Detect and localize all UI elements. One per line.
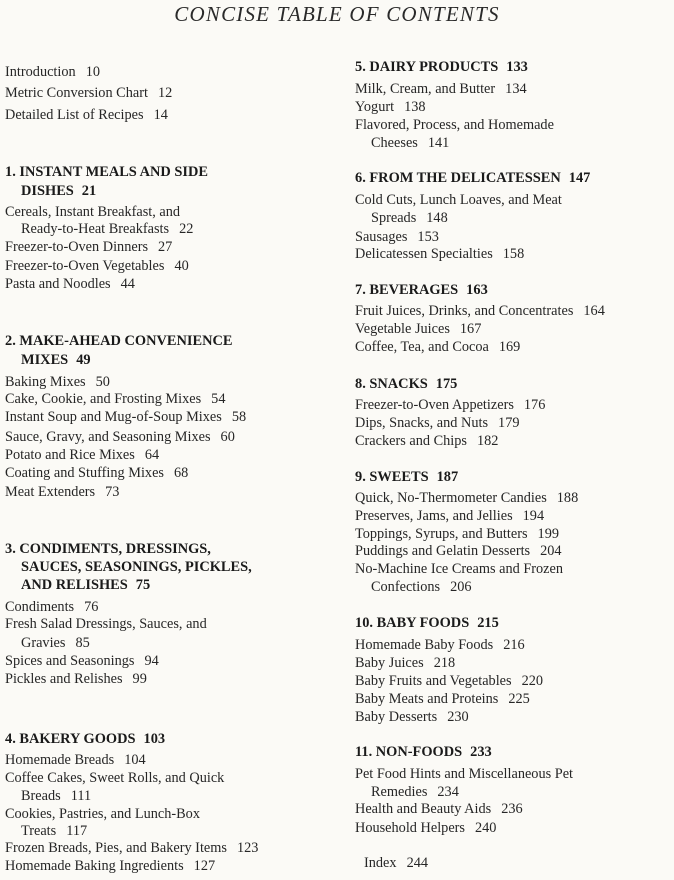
section-6-heading[interactable]	[355, 169, 590, 187]
toc-entry[interactable]	[355, 302, 605, 320]
section-11-heading[interactable]	[355, 743, 492, 761]
entry-page: 158	[502, 246, 525, 262]
entry-title: Fruit Juices, Drinks, and Concentrates	[355, 303, 574, 319]
section-page: 215	[477, 615, 499, 631]
entry-title: Baby Meats and Proteins	[355, 691, 499, 707]
toc-entry[interactable]	[355, 432, 498, 450]
entry-page: 111	[70, 788, 92, 804]
entry-title: Gravies	[21, 635, 66, 651]
entry-page: 194	[522, 508, 545, 524]
entry-page: 216	[503, 637, 525, 653]
entry-title: Freezer-to-Oven Appetizers	[355, 397, 514, 413]
section-heading-text: 7. BEVERAGES	[355, 282, 459, 298]
entry-page: 68	[173, 465, 189, 481]
section-heading-text: MIXES	[21, 352, 69, 368]
toc-entry[interactable]	[5, 203, 180, 221]
toc-entry[interactable]	[355, 489, 578, 507]
entry-page: 206	[450, 579, 472, 595]
toc-entry[interactable]	[355, 320, 481, 338]
entry-title: Cereals, Instant Breakfast, and	[5, 204, 181, 220]
entry-title: Delicatessen Specialties	[355, 246, 493, 262]
toc-entry-recipe-list[interactable]	[5, 106, 168, 124]
section-3-heading[interactable]	[5, 540, 211, 558]
section-page: 49	[76, 352, 91, 368]
entry-page: 138	[404, 99, 426, 115]
toc-entry[interactable]	[355, 690, 530, 708]
entry-page: 244	[406, 855, 429, 871]
toc-entry[interactable]	[355, 672, 543, 690]
entry-page: 10	[85, 64, 100, 80]
entry-title: Pet Food Hints and Miscellaneous Pet	[355, 766, 574, 782]
toc-entry[interactable]	[355, 228, 439, 246]
toc-entry[interactable]	[355, 116, 554, 134]
toc-entry[interactable]	[5, 257, 189, 275]
entry-page: 153	[417, 229, 439, 245]
entry-title: Cheeses	[371, 135, 418, 151]
entry-page: 117	[66, 823, 88, 839]
entry-title: Treats	[21, 823, 57, 839]
entry-title: No-Machine Ice Creams and Frozen	[355, 561, 564, 577]
section-heading-text: DISHES	[21, 183, 74, 199]
entry-page: 134	[505, 81, 527, 97]
section-page: 21	[81, 183, 97, 199]
entry-page: 14	[153, 107, 168, 123]
entry-title: Sausages	[355, 229, 408, 245]
toc-entry[interactable]	[5, 652, 159, 670]
section-heading-text: 3. CONDIMENTS, DRESSINGS,	[5, 541, 211, 557]
entry-title: Freezer-to-Oven Dinners	[5, 239, 149, 255]
entry-title: Toppings, Syrups, and Butters	[355, 526, 528, 542]
toc-entry[interactable]	[5, 751, 146, 769]
section-10-heading[interactable]	[355, 614, 499, 632]
toc-entry[interactable]	[355, 245, 524, 263]
entry-title: Baby Desserts	[355, 709, 438, 725]
entry-page: 225	[508, 691, 530, 707]
entry-page: 64	[144, 447, 160, 463]
entry-page: 204	[540, 543, 562, 559]
toc-entry[interactable]	[355, 98, 426, 116]
entry-title: Cake, Cookie, and Frosting Mixes	[5, 391, 202, 407]
entry-page: 58	[231, 409, 247, 425]
toc-entry-introduction[interactable]	[5, 63, 100, 81]
toc-entry[interactable]	[5, 857, 215, 875]
entry-page: 127	[193, 858, 216, 874]
section-page: 75	[135, 577, 151, 593]
entry-title: Introduction	[5, 64, 76, 80]
section-7-heading[interactable]	[355, 281, 488, 299]
toc-entry[interactable]	[5, 839, 258, 857]
toc-entry[interactable]	[355, 542, 562, 560]
entry-title: Frozen Breads, Pies, and Bakery Items	[5, 840, 227, 856]
section-heading-text: 9. SWEETS	[355, 469, 429, 485]
entry-title: Instant Soup and Mug-of-Soup Mixes	[5, 409, 222, 425]
toc-entry[interactable]	[5, 483, 119, 501]
entry-title: Household Helpers	[355, 820, 465, 836]
entry-title: Crackers and Chips	[355, 433, 467, 449]
section-4-heading[interactable]	[5, 730, 165, 748]
section-5-heading[interactable]	[355, 58, 528, 76]
toc-entry[interactable]	[5, 390, 225, 408]
section-3-heading-cont	[21, 576, 150, 594]
section-heading-text: 2. MAKE-AHEAD CONVENIENCE	[5, 333, 233, 349]
entry-title: Baby Fruits and Vegetables	[355, 673, 512, 689]
entry-title: Homemade Baking Ingredients	[5, 858, 184, 874]
section-1-heading[interactable]	[5, 163, 208, 181]
entry-page: 44	[120, 276, 135, 292]
entry-title: Baby Juices	[355, 655, 424, 671]
entry-page: 99	[132, 671, 147, 687]
section-3-heading-cont	[21, 558, 252, 576]
entry-title: Fresh Salad Dressings, Sauces, and	[5, 616, 207, 632]
toc-entry[interactable]	[355, 819, 496, 837]
toc-entry[interactable]	[21, 634, 90, 652]
entry-page: 220	[521, 673, 544, 689]
toc-entry[interactable]	[21, 787, 91, 805]
entry-title: Puddings and Gelatin Desserts	[355, 543, 531, 559]
toc-entry[interactable]	[371, 783, 459, 801]
toc-entry[interactable]	[355, 708, 469, 726]
entry-title: Quick, No-Thermometer Candies	[355, 490, 547, 506]
entry-page: 169	[498, 339, 521, 355]
toc-entry[interactable]	[21, 822, 87, 840]
section-page: 133	[506, 59, 528, 75]
section-page: 147	[568, 170, 591, 186]
section-heading-text: AND RELISHES	[21, 577, 128, 593]
toc-entry[interactable]	[355, 560, 563, 578]
entry-page: 164	[583, 303, 605, 319]
section-page: 103	[143, 731, 166, 747]
section-heading-text: 11. NON-FOODS	[355, 744, 463, 760]
entry-page: 85	[75, 635, 90, 651]
entry-title: Pickles and Relishes	[5, 671, 123, 687]
entry-page: 148	[426, 210, 448, 226]
entry-page: 230	[447, 709, 469, 725]
section-heading-text: 5. DAIRY PRODUCTS	[355, 59, 499, 75]
entry-title: Cookies, Pastries, and Lunch-Box	[5, 806, 200, 822]
entry-title: Pasta and Noodles	[5, 276, 111, 292]
section-heading-text: 8. SNACKS	[355, 376, 428, 392]
entry-page: 76	[84, 599, 99, 615]
toc-entry[interactable]	[355, 414, 520, 432]
toc-entry[interactable]	[5, 670, 147, 688]
toc-entry[interactable]	[355, 191, 562, 209]
entry-page: 50	[95, 374, 110, 390]
entry-page: 176	[523, 397, 546, 413]
entry-page: 40	[174, 258, 189, 274]
entry-page: 218	[433, 655, 456, 671]
toc-entry[interactable]	[371, 578, 472, 596]
entry-page: 123	[236, 840, 259, 856]
section-8-heading[interactable]	[355, 375, 457, 393]
entry-title: Condiments	[5, 599, 75, 615]
toc-entry[interactable]	[371, 209, 448, 227]
entry-page: 60	[220, 429, 235, 445]
section-heading-text: 4. BAKERY GOODS	[5, 731, 136, 747]
entry-title: Milk, Cream, and Butter	[355, 81, 496, 97]
toc-entry[interactable]	[5, 408, 246, 426]
toc-entry-metric-chart[interactable]	[5, 84, 172, 102]
entry-page: 199	[537, 526, 559, 542]
entry-page: 54	[211, 391, 226, 407]
entry-title: Metric Conversion Chart	[5, 85, 148, 101]
toc-entry[interactable]	[5, 464, 188, 482]
section-2-heading-cont	[21, 351, 91, 369]
entry-title: Potato and Rice Mixes	[5, 447, 135, 463]
entry-title: Dips, Snacks, and Nuts	[355, 415, 489, 431]
toc-entry[interactable]	[5, 238, 172, 256]
entry-title: Vegetable Juices	[355, 321, 450, 337]
entry-page: 73	[105, 484, 120, 500]
entry-title: Confections	[371, 579, 441, 595]
section-heading-text: 10. BABY FOODS	[355, 615, 470, 631]
entry-page: 167	[459, 321, 482, 337]
section-9-heading[interactable]	[355, 468, 458, 486]
toc-entry-index[interactable]	[364, 854, 428, 872]
section-page: 187	[436, 469, 459, 485]
entry-title: Baking Mixes	[5, 374, 86, 390]
section-heading-text: SAUCES, SEASONINGS, PICKLES,	[21, 559, 252, 575]
entry-page: 94	[144, 653, 159, 669]
toc-entry[interactable]	[5, 373, 110, 391]
toc-entry[interactable]	[5, 769, 224, 787]
entry-page: 236	[501, 801, 523, 817]
entry-title: Homemade Baby Foods	[355, 637, 494, 653]
entry-title: Meat Extenders	[5, 484, 96, 500]
entry-title: Breads	[21, 788, 61, 804]
section-page: 163	[466, 282, 488, 298]
entry-title: Coating and Stuffing Mixes	[5, 465, 164, 481]
section-page: 175	[435, 376, 458, 392]
section-heading-text: 6. FROM THE DELICATESSEN	[355, 170, 561, 186]
toc-entry[interactable]	[355, 800, 523, 818]
entry-page: 179	[498, 415, 520, 431]
entry-page: 141	[427, 135, 450, 151]
entry-title: Coffee Cakes, Sweet Rolls, and Quick	[5, 770, 225, 786]
entry-title: Flavored, Process, and Homemade	[355, 117, 554, 133]
entry-title: Health and Beauty Aids	[355, 801, 492, 817]
entry-title: Preserves, Jams, and Jellies	[355, 508, 513, 524]
toc-entry[interactable]	[5, 428, 235, 446]
entry-title: Spreads	[371, 210, 417, 226]
entry-page: 27	[158, 239, 173, 255]
toc-entry[interactable]	[355, 396, 545, 414]
toc-entry[interactable]	[371, 134, 449, 152]
entry-page: 12	[157, 85, 173, 101]
entry-page: 188	[556, 490, 579, 506]
entry-page: 240	[474, 820, 497, 836]
entry-page: 182	[476, 433, 499, 449]
entry-title: Detailed List of Recipes	[5, 107, 144, 123]
entry-title: Spices and Seasonings	[5, 653, 135, 669]
entry-title: Sauce, Gravy, and Seasoning Mixes	[5, 429, 211, 445]
toc-entry[interactable]	[5, 275, 135, 293]
toc-entry[interactable]	[355, 765, 573, 783]
toc-entry[interactable]	[355, 507, 544, 525]
entry-title: Remedies	[371, 784, 428, 800]
section-page: 233	[470, 744, 492, 760]
toc-entry[interactable]	[5, 805, 200, 823]
entry-title: Yogurt	[355, 99, 395, 115]
entry-title: Coffee, Tea, and Cocoa	[355, 339, 489, 355]
toc-entry[interactable]	[5, 598, 98, 616]
section-heading-text: 1. INSTANT MEALS AND SIDE	[5, 164, 208, 180]
entry-page: 234	[437, 784, 459, 800]
page-title: CONCISE TABLE OF CONTENTS	[174, 2, 500, 26]
entry-page: 104	[124, 752, 146, 768]
toc-entry[interactable]	[355, 338, 520, 356]
entry-title: Ready-to-Heat Breakfasts	[21, 221, 170, 237]
toc-entry[interactable]	[21, 220, 193, 238]
entry-title: Homemade Breads	[5, 752, 115, 768]
toc-entry[interactable]	[355, 80, 527, 98]
entry-page: 22	[179, 221, 194, 237]
entry-title: Freezer-to-Oven Vegetables	[5, 258, 165, 274]
entry-title: Index	[364, 855, 397, 871]
toc-entry[interactable]	[5, 615, 207, 633]
toc-entry[interactable]	[355, 654, 455, 672]
section-2-heading[interactable]	[5, 332, 232, 350]
toc-entry[interactable]	[5, 446, 159, 464]
section-1-heading-cont	[21, 182, 96, 200]
entry-title: Cold Cuts, Lunch Loaves, and Meat	[355, 192, 562, 208]
toc-entry[interactable]	[355, 636, 525, 654]
toc-entry[interactable]	[355, 525, 559, 543]
